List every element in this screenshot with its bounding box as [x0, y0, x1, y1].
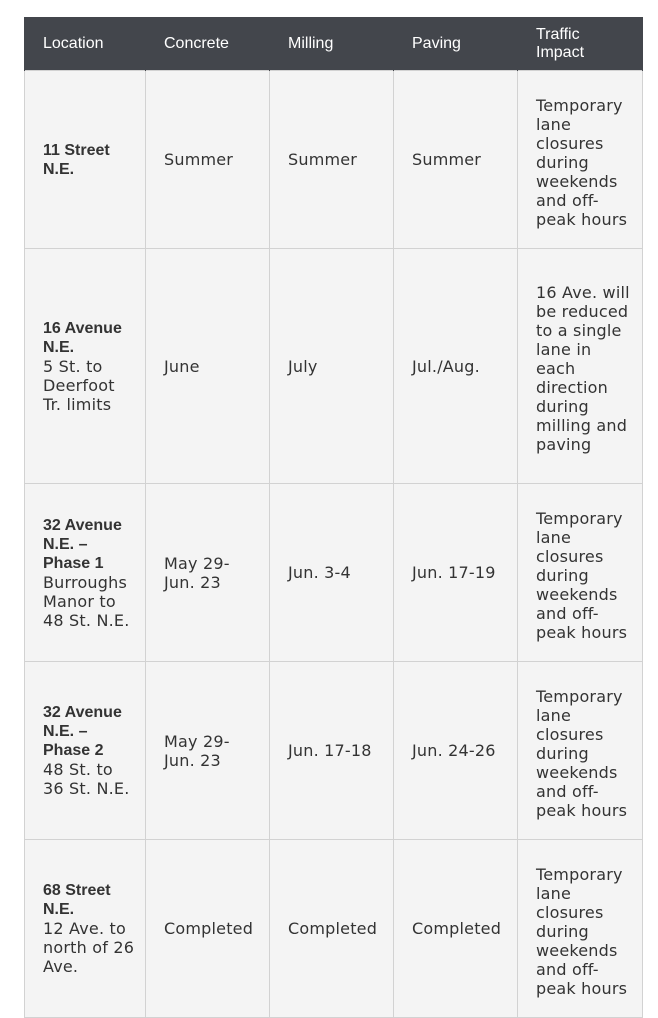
header-location: Location — [25, 17, 146, 71]
header-paving: Paving — [394, 17, 518, 71]
header-row — [25, 17, 643, 71]
location-extent: 5 St. to Deerfoot Tr. limits — [43, 356, 115, 414]
milling-cell: July — [270, 249, 394, 484]
table-body — [25, 71, 643, 1018]
milling-cell: Jun. 3-4 — [270, 484, 394, 662]
table-row — [25, 840, 643, 1018]
location-cell — [25, 840, 146, 1018]
milling-cell: Jun. 17-18 — [270, 662, 394, 840]
milling-cell: Summer — [270, 71, 394, 249]
concrete-cell: June — [146, 249, 270, 484]
location-extent: 12 Ave. to north of 26 Ave. — [43, 919, 135, 976]
concrete-cell: May 29-Jun. 23 — [146, 484, 270, 662]
location-cell — [25, 249, 146, 484]
paving-cell: Jun. 24-26 — [394, 662, 518, 840]
location-name: 68 Street N.E. — [43, 882, 111, 918]
header-concrete: Concrete — [146, 17, 270, 71]
location-name: 32 Avenue N.E. – Phase 1 — [43, 516, 122, 572]
concrete-cell: Summer — [146, 71, 270, 249]
location-extent: Burroughs Manor to 48 St. N.E. — [43, 572, 130, 630]
paving-cell: Summer — [394, 71, 518, 249]
traffic-impact-cell: Temporary lane closures during weekends and off-peak hours — [518, 662, 643, 840]
concrete-cell: Completed — [146, 840, 270, 1018]
header-milling: Milling — [270, 17, 394, 71]
location-name: 11 Street N.E. — [43, 141, 110, 178]
table-row — [25, 71, 643, 249]
concrete-cell: May 29-Jun. 23 — [146, 662, 270, 840]
location-cell — [25, 662, 146, 840]
traffic-impact-cell: 16 Ave. will be reduced to a single lane in each direction during milling and paving — [518, 249, 643, 484]
location-name: 16 Avenue N.E. — [43, 319, 122, 356]
traffic-impact-cell: Temporary lane closures during weekends and off-peak hours — [518, 71, 643, 249]
header-traffic-impact: Traffic Impact — [518, 17, 643, 71]
paving-cell: Completed — [394, 840, 518, 1018]
schedule-table-container — [24, 17, 642, 1018]
milling-cell: Completed — [270, 840, 394, 1018]
table-row — [25, 662, 643, 840]
table-row — [25, 249, 643, 484]
traffic-impact-cell: Temporary lane closures during weekends and off-peak hours — [518, 840, 643, 1018]
table-header — [25, 17, 643, 71]
construction-schedule-table — [24, 17, 643, 1018]
paving-cell: Jul./Aug. — [394, 249, 518, 484]
location-extent: 48 St. to 36 St. N.E. — [43, 760, 130, 798]
location-name: 32 Avenue N.E. – Phase 2 — [43, 704, 122, 759]
location-cell — [25, 484, 146, 662]
paving-cell: Jun. 17-19 — [394, 484, 518, 662]
location-cell — [25, 71, 146, 249]
table-row — [25, 484, 643, 662]
traffic-impact-cell: Temporary lane closures during weekends and off-peak hours — [518, 484, 643, 662]
